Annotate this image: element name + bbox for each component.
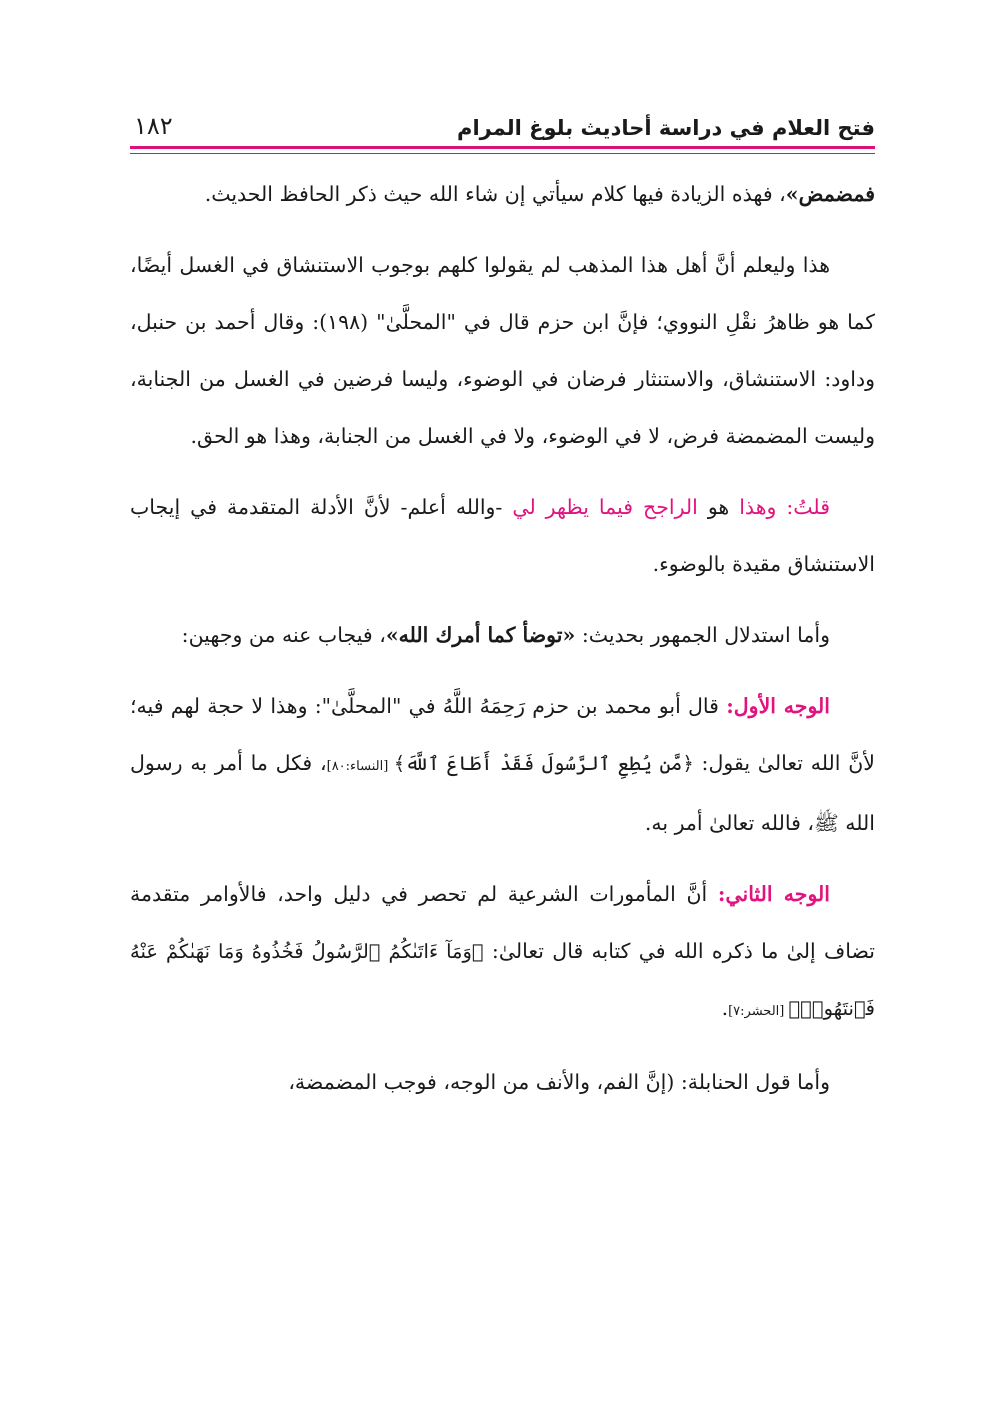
paragraph-4 [130,607,875,664]
quran-verse-2: ﴿وَمَآ ءَاتَىٰكُمُ ٱلرَّسُولُ فَخُذُوهُ وَمَا نَهَىٰكُمْ عَنْهُ فَٱنتَهُوا۟﴾ [130,940,875,1020]
paragraph-6-text2: . [721,996,729,1020]
page-body [130,166,875,1125]
paragraph-4-before: وأما استدلال الجمهور بحديث: [575,623,830,647]
paragraph-3-rest: -والله أعلم- لأنَّ الأدلة المتقدمة في إيجاب الاستنشاق مقيدة بالوضوء. [130,495,875,576]
first-aspect-heading: الوجه الأول: [726,694,830,718]
paragraph-4-after: ، فيجاب عنه من وجهين: [181,623,386,647]
header-rule-thin [130,153,875,154]
paragraph-5-text2: ، فكل ما أمر به رسول الله ﷺ، فالله تعالىٰ أمر به. [130,751,875,835]
paragraph-5 [130,678,875,852]
header-rule-thick [130,146,875,149]
paragraph-3-mid: هو [697,495,740,519]
paragraph-1 [130,166,875,223]
paragraph-5-text1: قال أبو محمد بن حزم رَحِمَهُ اللَّهُ في "المحلَّىٰ": وهذا لا حجة لهم فيه؛ لأنَّ الله تعالىٰ يقول: [130,694,875,775]
paragraph-1-text: ، فهذه الزيادة فيها كلام سيأتي إن شاء الله حيث ذكر الحافظ الحديث. [204,182,786,206]
paragraph-6-text1: أنَّ المأمورات الشرعية لم تحصر في دليل واحد، فالأوامر متقدمة تضاف إلىٰ ما ذكره الله في كتابه قال تعالىٰ: [130,882,875,963]
hadith-word: فمضمض» [785,182,875,206]
verse-reference-1: [النساء:٨٠] [326,759,394,774]
page-number: ١٨٢ [134,112,173,140]
paragraph-3 [130,479,875,593]
running-header [130,112,875,148]
paragraph-6 [130,866,875,1040]
book-title: فتح العلام في دراسة أحاديث بلوغ المرام [457,116,875,140]
second-aspect-heading: الوجه الثاني: [717,882,830,906]
opinion-lead: قلتُ: وهذا [739,495,831,519]
preferred-view-highlight: الراجح فيما يظهر لي [512,495,698,519]
hadith-quote: «توضأ كما أمرك الله» [385,623,576,647]
paragraph-2: هذا وليعلم أنَّ أهل هذا المذهب لم يقولوا كلهم بوجوب الاستنشاق في الغسل أيضًا، كما هو ظاهرُ نقْلِ النووي؛ فإنَّ ابن حزم قال في "المحلَّىٰ" (١٩٨): وقال أحمد بن حنبل، وداود: الاستنشاق، والاستنثار فرضان في الوضوء، وليسا فرضين في الغسل من الجنابة، وليست المضمضة فرض، لا في الوضوء، ولا في الغسل من الجنابة، وهذا هو الحق. [130,253,875,448]
paragraph-7: وأما قول الحنابلة: (إنَّ الفم، والأنف من الوجه، فوجب المضمضة، [288,1070,830,1094]
verse-reference-2: [الحشر:٧] [728,1004,789,1019]
quran-verse-1: ﴿مَّن يُطِعِ ٱلرَّسُولَ فَقَدْ أَطَاعَ ٱللَّهَ﴾ [393,752,694,775]
